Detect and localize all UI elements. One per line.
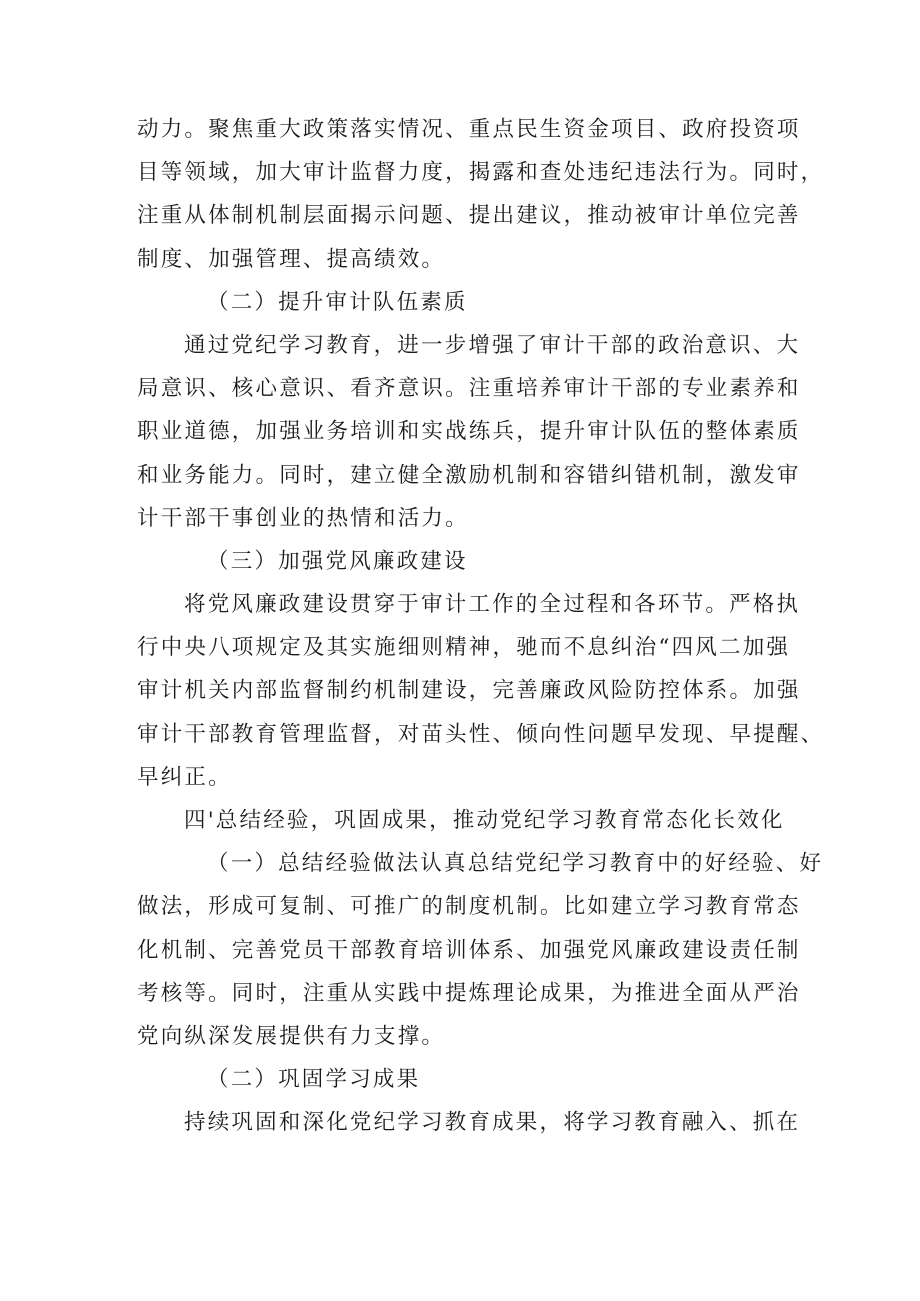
text-line: 局意识、核心意识、看齐意识。注重培养审计干部的专业素养和 [137,376,801,402]
text-line: 党向纵深发展提供有力支撑。 [137,1023,446,1049]
section-heading: （二）提升审计队伍素质 [207,289,468,315]
text-line: 计干部干事创业的热情和活力。 [137,505,469,531]
section-heading: （三）加强党风廉政建设 [207,548,468,574]
text-line: 考核等。同时，注重从实践中提炼理论成果，为推进全面从严治 [137,980,801,1006]
text-line: 制度、加强管理、提高绩效。 [137,246,446,272]
text-line: 持续巩固和深化党纪学习教育成果，将学习教育融入、抓在 [184,1110,801,1136]
text-line: （一）总结经验做法认真总结党纪学习教育中的好经验、好 [207,851,824,877]
text-line: 动力。聚焦重大政策落实情况、重点民生资金项目、政府投资项 [137,117,801,142]
text-line: 化机制、完善党员干部教育培训体系、加强党风廉政建设责任制 [137,937,801,963]
text-line: 和业务能力。同时，建立健全激励机制和容错纠错机制，激发审 [137,462,801,488]
text-line: 做法，形成可复制、可推广的制度机制。比如建立学习教育常态 [137,894,801,920]
text-line: 审计干部教育管理监督，对苗头性、倾向性问题早发现、早提醒、 [137,721,825,747]
section-heading: （二）巩固学习成果 [207,1067,421,1093]
text-line: 通过党纪学习教育，进一步增强了审计干部的政治意识、大 [184,332,801,358]
text-line: 目等领域，加大审计监督力度，揭露和查处违纪违法行为。同时， [137,160,825,186]
document-body [137,108,825,1145]
text-line: 行中央八项规定及其实施细则精神，驰而不息纠治“四风二加强 [137,635,791,661]
text-line: 审计机关内部监督制约机制建设，完善廉政风险防控体系。加强 [137,678,801,704]
chapter-heading: 四'总结经验，巩固成果，推动党纪学习教育常态化长效化 [184,808,785,833]
text-line: 注重从体制机制层面揭示问题、提出建议，推动被审计单位完善 [137,203,801,229]
text-line: 职业道德，加强业务培训和实战练兵，提升审计队伍的整体素质 [137,419,801,445]
text-line: 早纠正。 [137,764,232,790]
text-line: 将党风廉政建设贯穿于审计工作的全过程和各环节。严格执 [184,592,801,618]
